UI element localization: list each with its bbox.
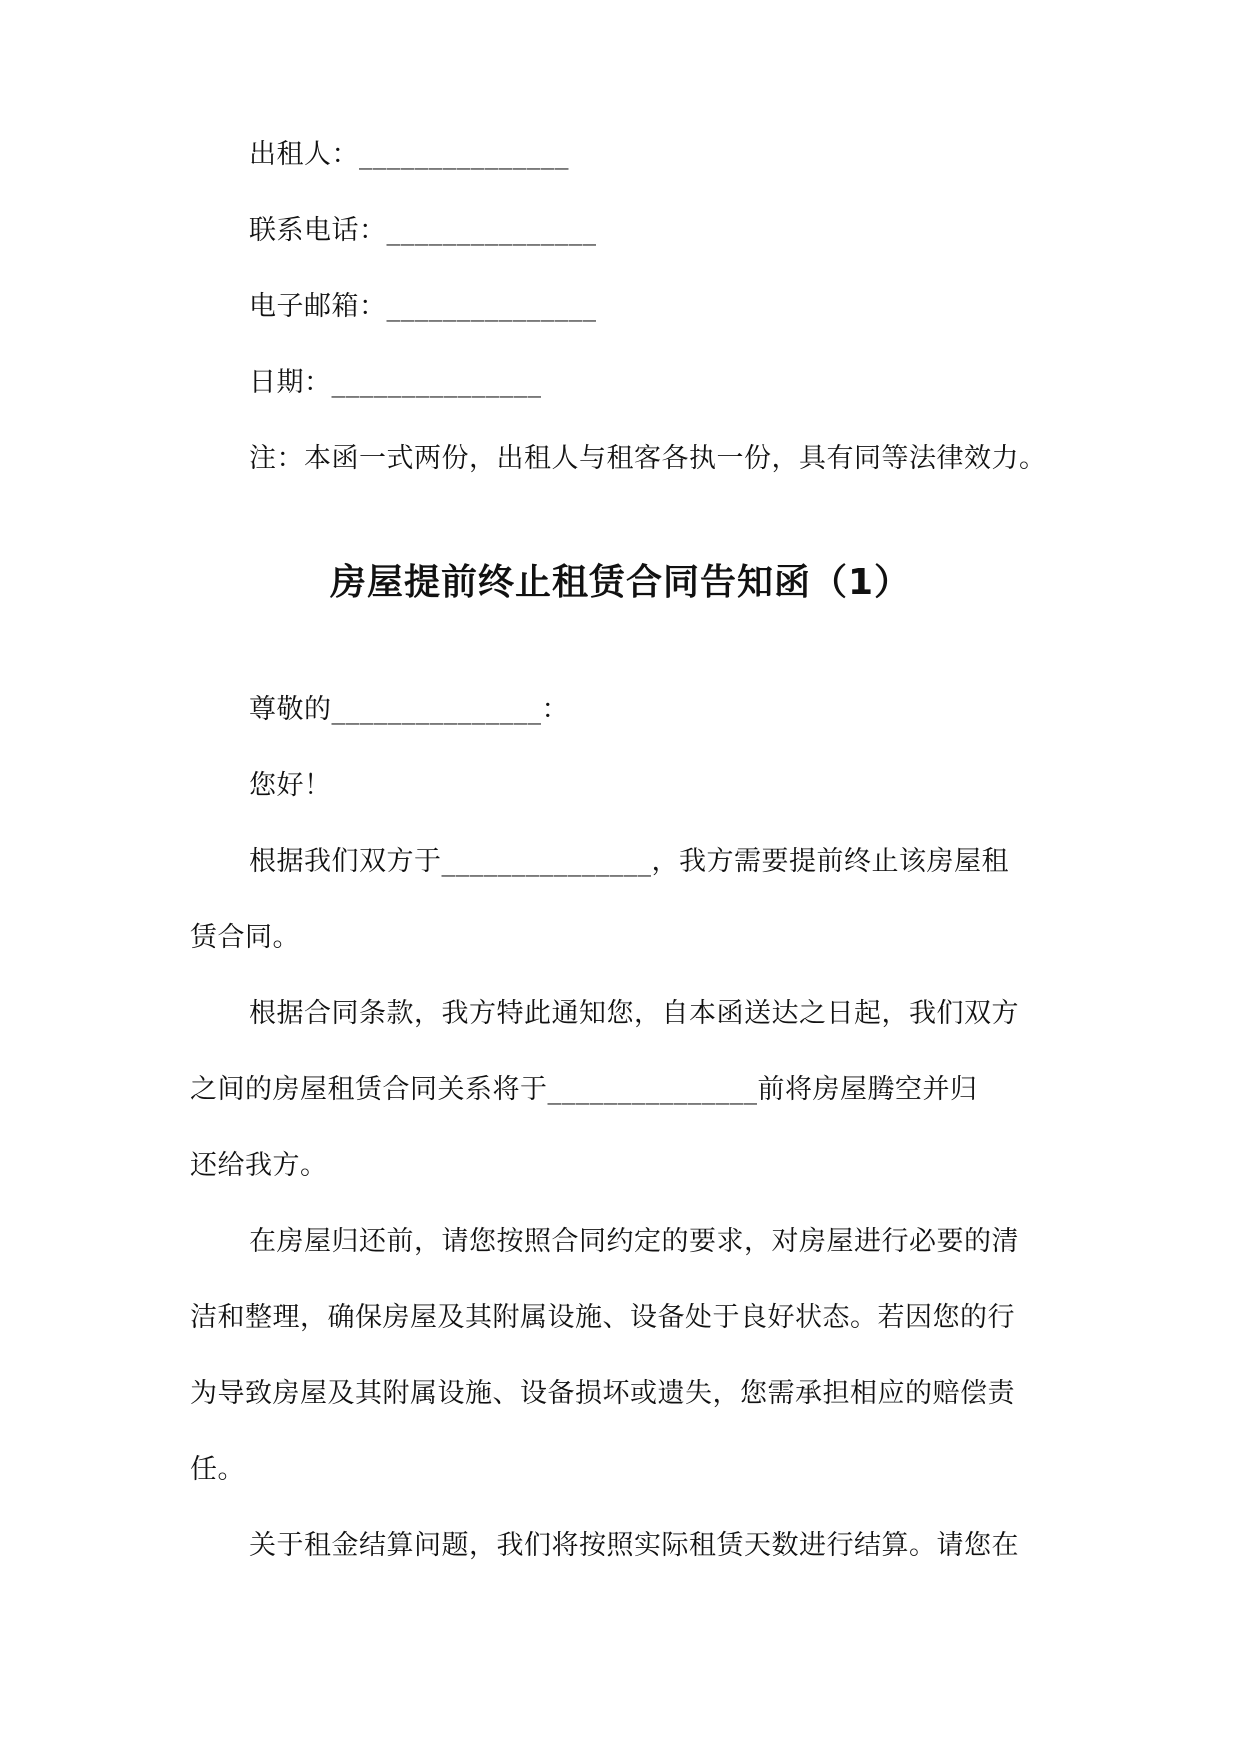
paragraph-3-line-3: 为导致房屋及其附属设施、设备损坏或遗失，您需承担相应的赔偿责 [190,1378,1015,1409]
lessor-field: 出租人：_______________ [249,139,569,170]
paragraph-2-line-1: 根据合同条款，我方特此通知您，自本函送达之日起，我们双方 [249,998,1019,1029]
paragraph-3-line-2: 洁和整理，确保房屋及其附属设施、设备处于良好状态。若因您的行 [190,1302,1015,1333]
paragraph-3-line-4: 任。 [190,1454,245,1485]
paragraph-3-line-1: 在房屋归还前，请您按照合同约定的要求，对房屋进行必要的清 [249,1226,1019,1257]
phone-field: 联系电话：_______________ [249,215,597,246]
email-field: 电子邮箱：_______________ [249,291,597,322]
paragraph-1-line-1: 根据我们双方于_______________，我方需要提前终止该房屋租 [249,846,1009,877]
document-title: 房屋提前终止租赁合同告知函（1） [329,562,912,603]
salutation: 尊敬的_______________： [249,694,569,725]
paragraph-1-line-2: 赁合同。 [190,922,300,953]
paragraph-2-line-3: 还给我方。 [190,1150,328,1181]
greeting: 您好！ [249,770,332,801]
paragraph-2-line-2: 之间的房屋租赁合同关系将于_______________前将房屋腾空并归 [190,1074,978,1105]
date-field: 日期：_______________ [249,367,542,398]
paragraph-4-line-1: 关于租金结算问题，我们将按照实际租赁天数进行结算。请您在 [249,1530,1019,1561]
note-text: 注：本函一式两份，出租人与租客各执一份，具有同等法律效力。 [249,443,1047,474]
